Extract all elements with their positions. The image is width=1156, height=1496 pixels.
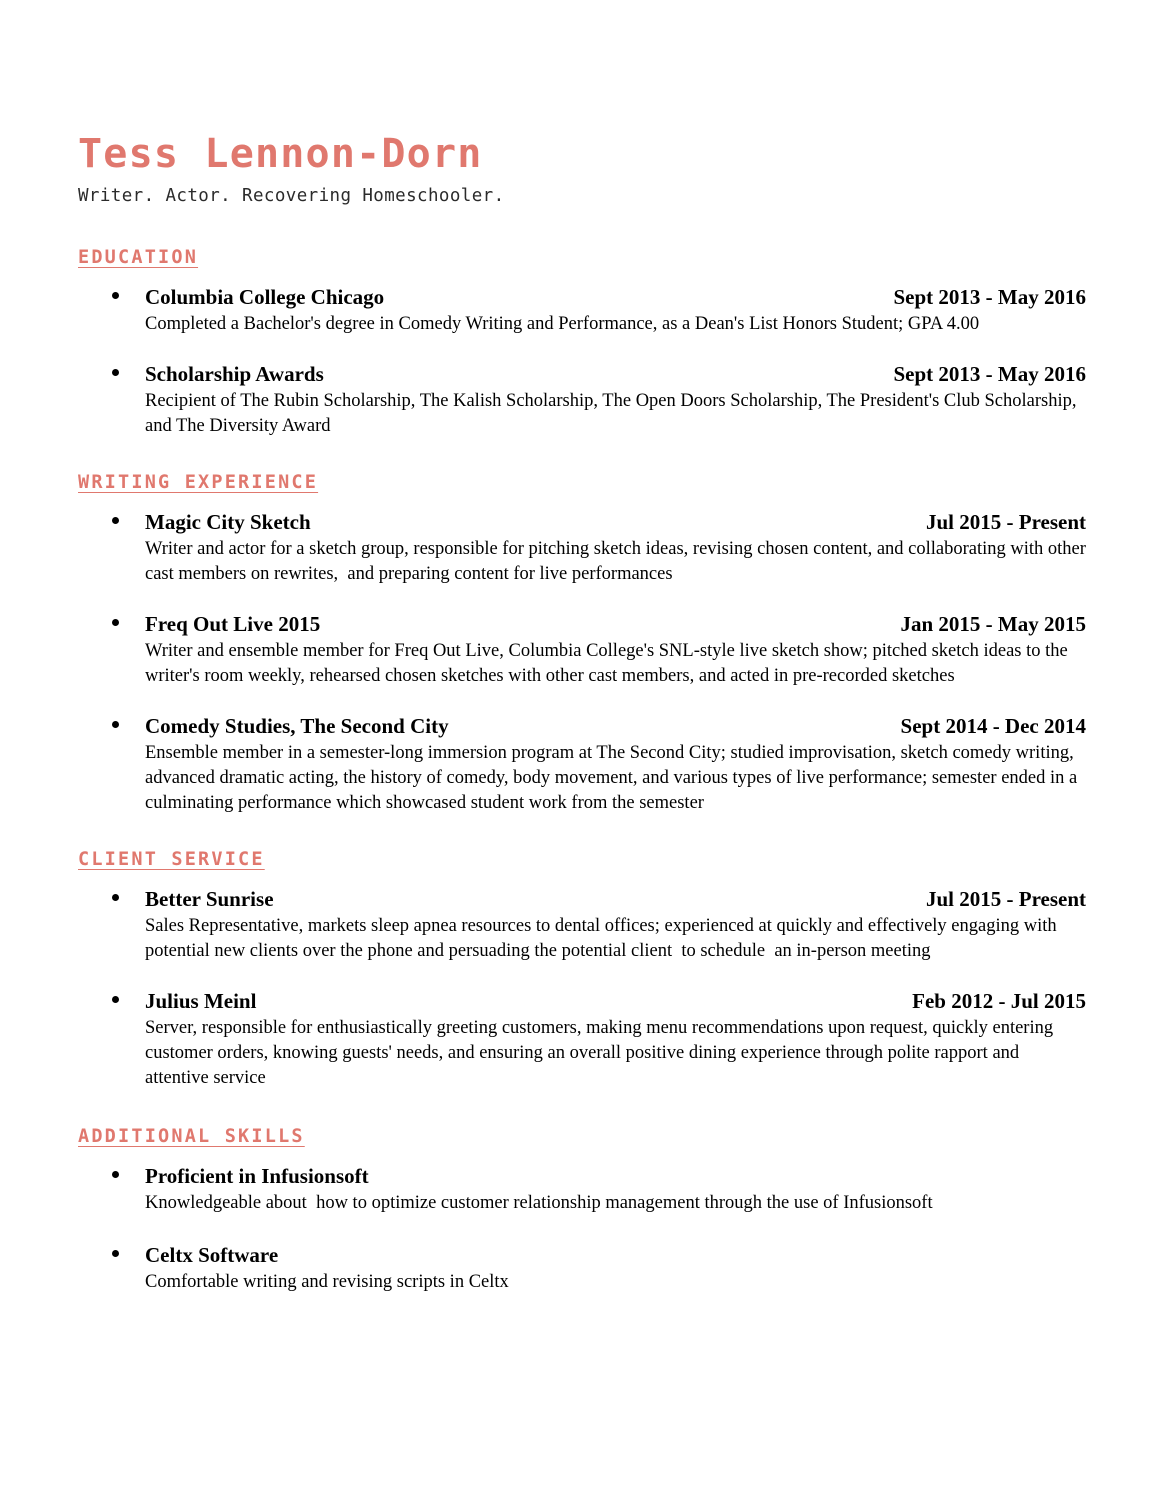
resume-entry	[78, 284, 1086, 337]
entry-date: Jan 2015 - May 2015	[900, 612, 1086, 636]
entry-title: Proficient in Infusionsoft	[145, 1164, 369, 1188]
resume-entry	[78, 361, 1086, 439]
entry-description: Recipient of The Rubin Scholarship, The Kalish Scholarship, The Open Doors Scholarship, The President's Club Scholarship, and The Diversity Award	[145, 391, 1082, 436]
entry-description: Writer and ensemble member for Freq Out Live, Columbia College's SNL-style live sketch show; pitched sketch ideas to the writer's room weekly, rehearsed chosen sketches with other cast members, and acted in pre-recorded sketches	[145, 641, 1073, 686]
entry-list-client	[78, 886, 1086, 1091]
section-header-skills: ADDITIONAL SKILLS	[78, 1126, 305, 1147]
bullet-icon	[112, 1250, 119, 1257]
entry-description: Server, responsible for enthusiastically greeting customers, making menu recommendations upon request, quickly entering customer orders, knowing guests' needs, and ensuring an overall positive dining experience through polite rapport and attentive service	[145, 1018, 1058, 1088]
entry-title: Julius Meinl	[145, 989, 257, 1013]
bullet-icon	[112, 619, 119, 626]
entry-date: Feb 2012 - Jul 2015	[912, 989, 1086, 1013]
entry-list-writing	[78, 509, 1091, 816]
section-header-client: CLIENT SERVICE	[78, 849, 265, 870]
entry-header	[145, 988, 1086, 1015]
entry-title: Magic City Sketch	[145, 510, 311, 534]
section-header-education: EDUCATION	[78, 247, 199, 268]
entry-date: Sept 2013 - May 2016	[893, 362, 1086, 386]
entry-date: Sept 2013 - May 2016	[893, 285, 1086, 309]
section-header-writing: WRITING EXPERIENCE	[78, 472, 319, 493]
entry-header	[145, 509, 1086, 536]
resume-entry	[78, 886, 1086, 964]
entry-title: Scholarship Awards	[145, 362, 324, 386]
entry-header	[145, 361, 1086, 388]
entry-description: Ensemble member in a semester-long immersion program at The Second City; studied improvisation, sketch comedy writing, advanced dramatic acting, the history of comedy, body movement, and various types of live performance; semester ended in a culminating performance which showcased student work from the semester	[145, 743, 1082, 813]
entry-description: Comfortable writing and revising scripts in Celtx	[145, 1272, 509, 1292]
entry-description: Knowledgeable about how to optimize customer relationship management through the use of Infusionsoft	[145, 1193, 933, 1213]
resume-entry	[78, 611, 1086, 689]
bullet-icon	[112, 292, 119, 299]
resume-sections	[78, 246, 1091, 1295]
bullet-icon	[112, 517, 119, 524]
bullet-icon	[112, 369, 119, 376]
entry-list-education	[78, 284, 1086, 439]
entry-title: Better Sunrise	[145, 887, 274, 911]
entry-header	[145, 611, 1086, 638]
entry-title: Columbia College Chicago	[145, 285, 385, 309]
resume-entry	[78, 509, 1091, 587]
entry-date: Jul 2015 - Present	[925, 510, 1086, 534]
entry-header	[145, 886, 1086, 913]
entry-header	[145, 284, 1086, 311]
entry-date: Sept 2014 - Dec 2014	[900, 714, 1086, 738]
resume-entry	[78, 1242, 1086, 1295]
resume-entry	[78, 988, 1086, 1091]
entry-date: Jul 2015 - Present	[925, 887, 1086, 911]
entry-title: Celtx Software	[145, 1243, 279, 1267]
section-education	[78, 246, 1086, 439]
candidate-tagline: Writer. Actor. Recovering Homeschooler.	[78, 186, 505, 206]
candidate-name: Tess Lennon-Dorn	[78, 131, 483, 177]
resume-entry	[78, 713, 1086, 816]
entry-description: Completed a Bachelor's degree in Comedy Writing and Performance, as a Dean's List Honors Student; GPA 4.00	[145, 314, 980, 334]
section-skills	[78, 1125, 1086, 1295]
entry-title: Freq Out Live 2015	[145, 612, 321, 636]
entry-header	[145, 1242, 1086, 1269]
entry-description: Sales Representative, markets sleep apnea resources to dental offices; experienced at quickly and effectively engaging with potential new clients over the phone and persuading the potential client to schedule an in-person meeting	[145, 916, 1062, 961]
entry-header	[145, 713, 1086, 740]
bullet-icon	[112, 996, 119, 1003]
entry-description: Writer and actor for a sketch group, responsible for pitching sketch ideas, revising chosen content, and collaborating with other cast members on rewrites, and preparing content for live performances	[145, 539, 1091, 584]
entry-list-skills	[78, 1163, 1086, 1295]
entry-title: Comedy Studies, The Second City	[145, 714, 449, 738]
section-writing	[78, 471, 1091, 816]
bullet-icon	[112, 894, 119, 901]
bullet-icon	[112, 1171, 119, 1178]
section-client	[78, 848, 1086, 1091]
bullet-icon	[112, 721, 119, 728]
resume-entry	[78, 1163, 1086, 1216]
entry-header	[145, 1163, 1086, 1190]
